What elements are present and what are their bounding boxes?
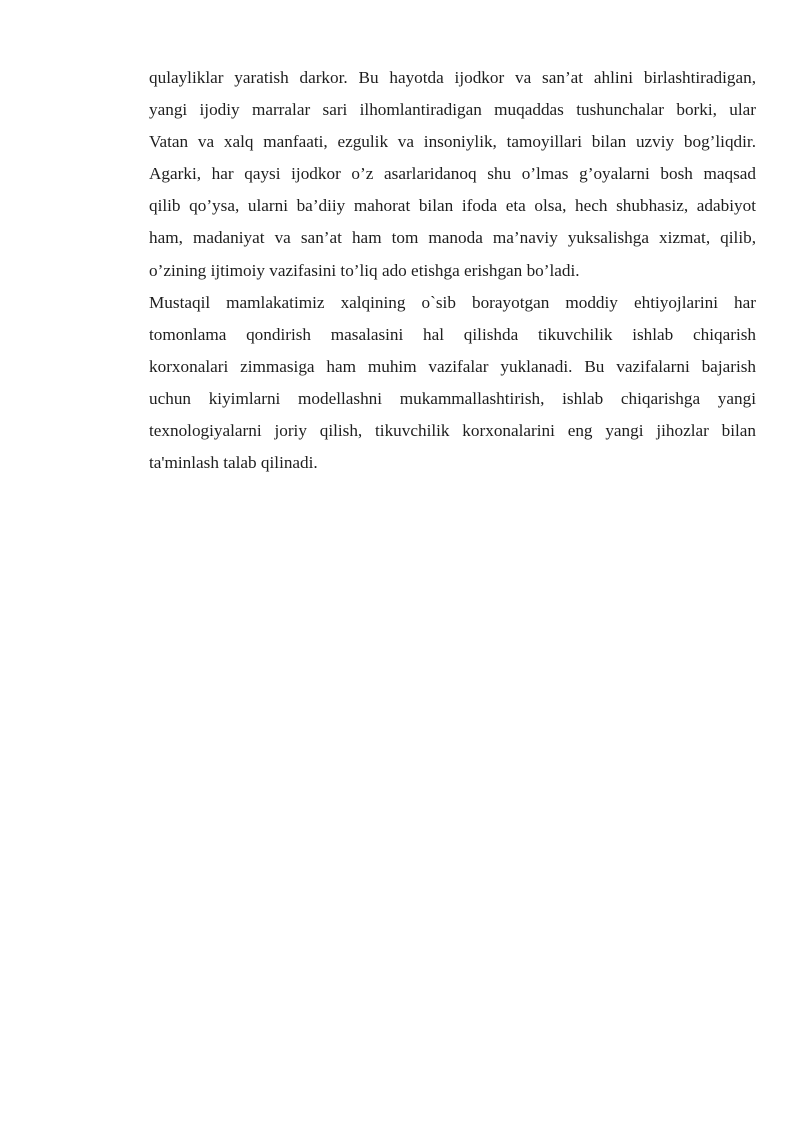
text-line: ta'minlash talab qilinadi. [149,453,318,473]
text-line: ham, madaniyat va san’at ham tom manoda ma’naviy yuksalishga xizmat, qilib, [149,228,756,248]
text-line: qilib qo’ysa, ularni ba’diiy mahorat bilan ifoda eta olsa, hech shubhasiz, adabiyot [149,196,756,216]
paragraph-1 [149,62,756,287]
text-line: Agarki, har qaysi ijodkor o’z asarlaridanoq shu o’lmas g’oyalarni bosh maqsad [149,164,756,184]
text-line: korxonalari zimmasiga ham muhim vazifalar yuklanadi. Bu vazifalarni bajarish [149,356,756,376]
text-line: Vatan va xalq manfaati, ezgulik va insoniylik, tamoyillari bilan uzviy bog’liqdir. [149,132,756,152]
text-line: o’zining ijtimoiy vazifasini to’liq ado etishga erishgan bo’ladi. [149,260,580,280]
text-line: Mustaqil mamlakatimiz xalqining o`sib borayotgan moddiy ehtiyojlarini har [149,292,756,312]
text-line: tomonlama qondirish masalasini hal qilishda tikuvchilik ishlab chiqarish [149,324,756,344]
text-line: qulayliklar yaratish darkor. Bu hayotda ijodkor va san’at ahlini birlashtiradigan, [149,68,756,87]
text-line: yangi ijodiy marralar sari ilhomlantiradigan muqaddas tushunchalar borki, ular [149,100,756,120]
text-line: uchun kiyimlarni modellashni mukammallashtirish, ishlab chiqarishga yangi [149,388,756,408]
text-line: texnologiyalarni joriy qilish, tikuvchilik korxonalarini eng yangi jihozlar bilan [149,421,756,441]
paragraph-2 [149,287,756,480]
body-text [149,62,756,479]
